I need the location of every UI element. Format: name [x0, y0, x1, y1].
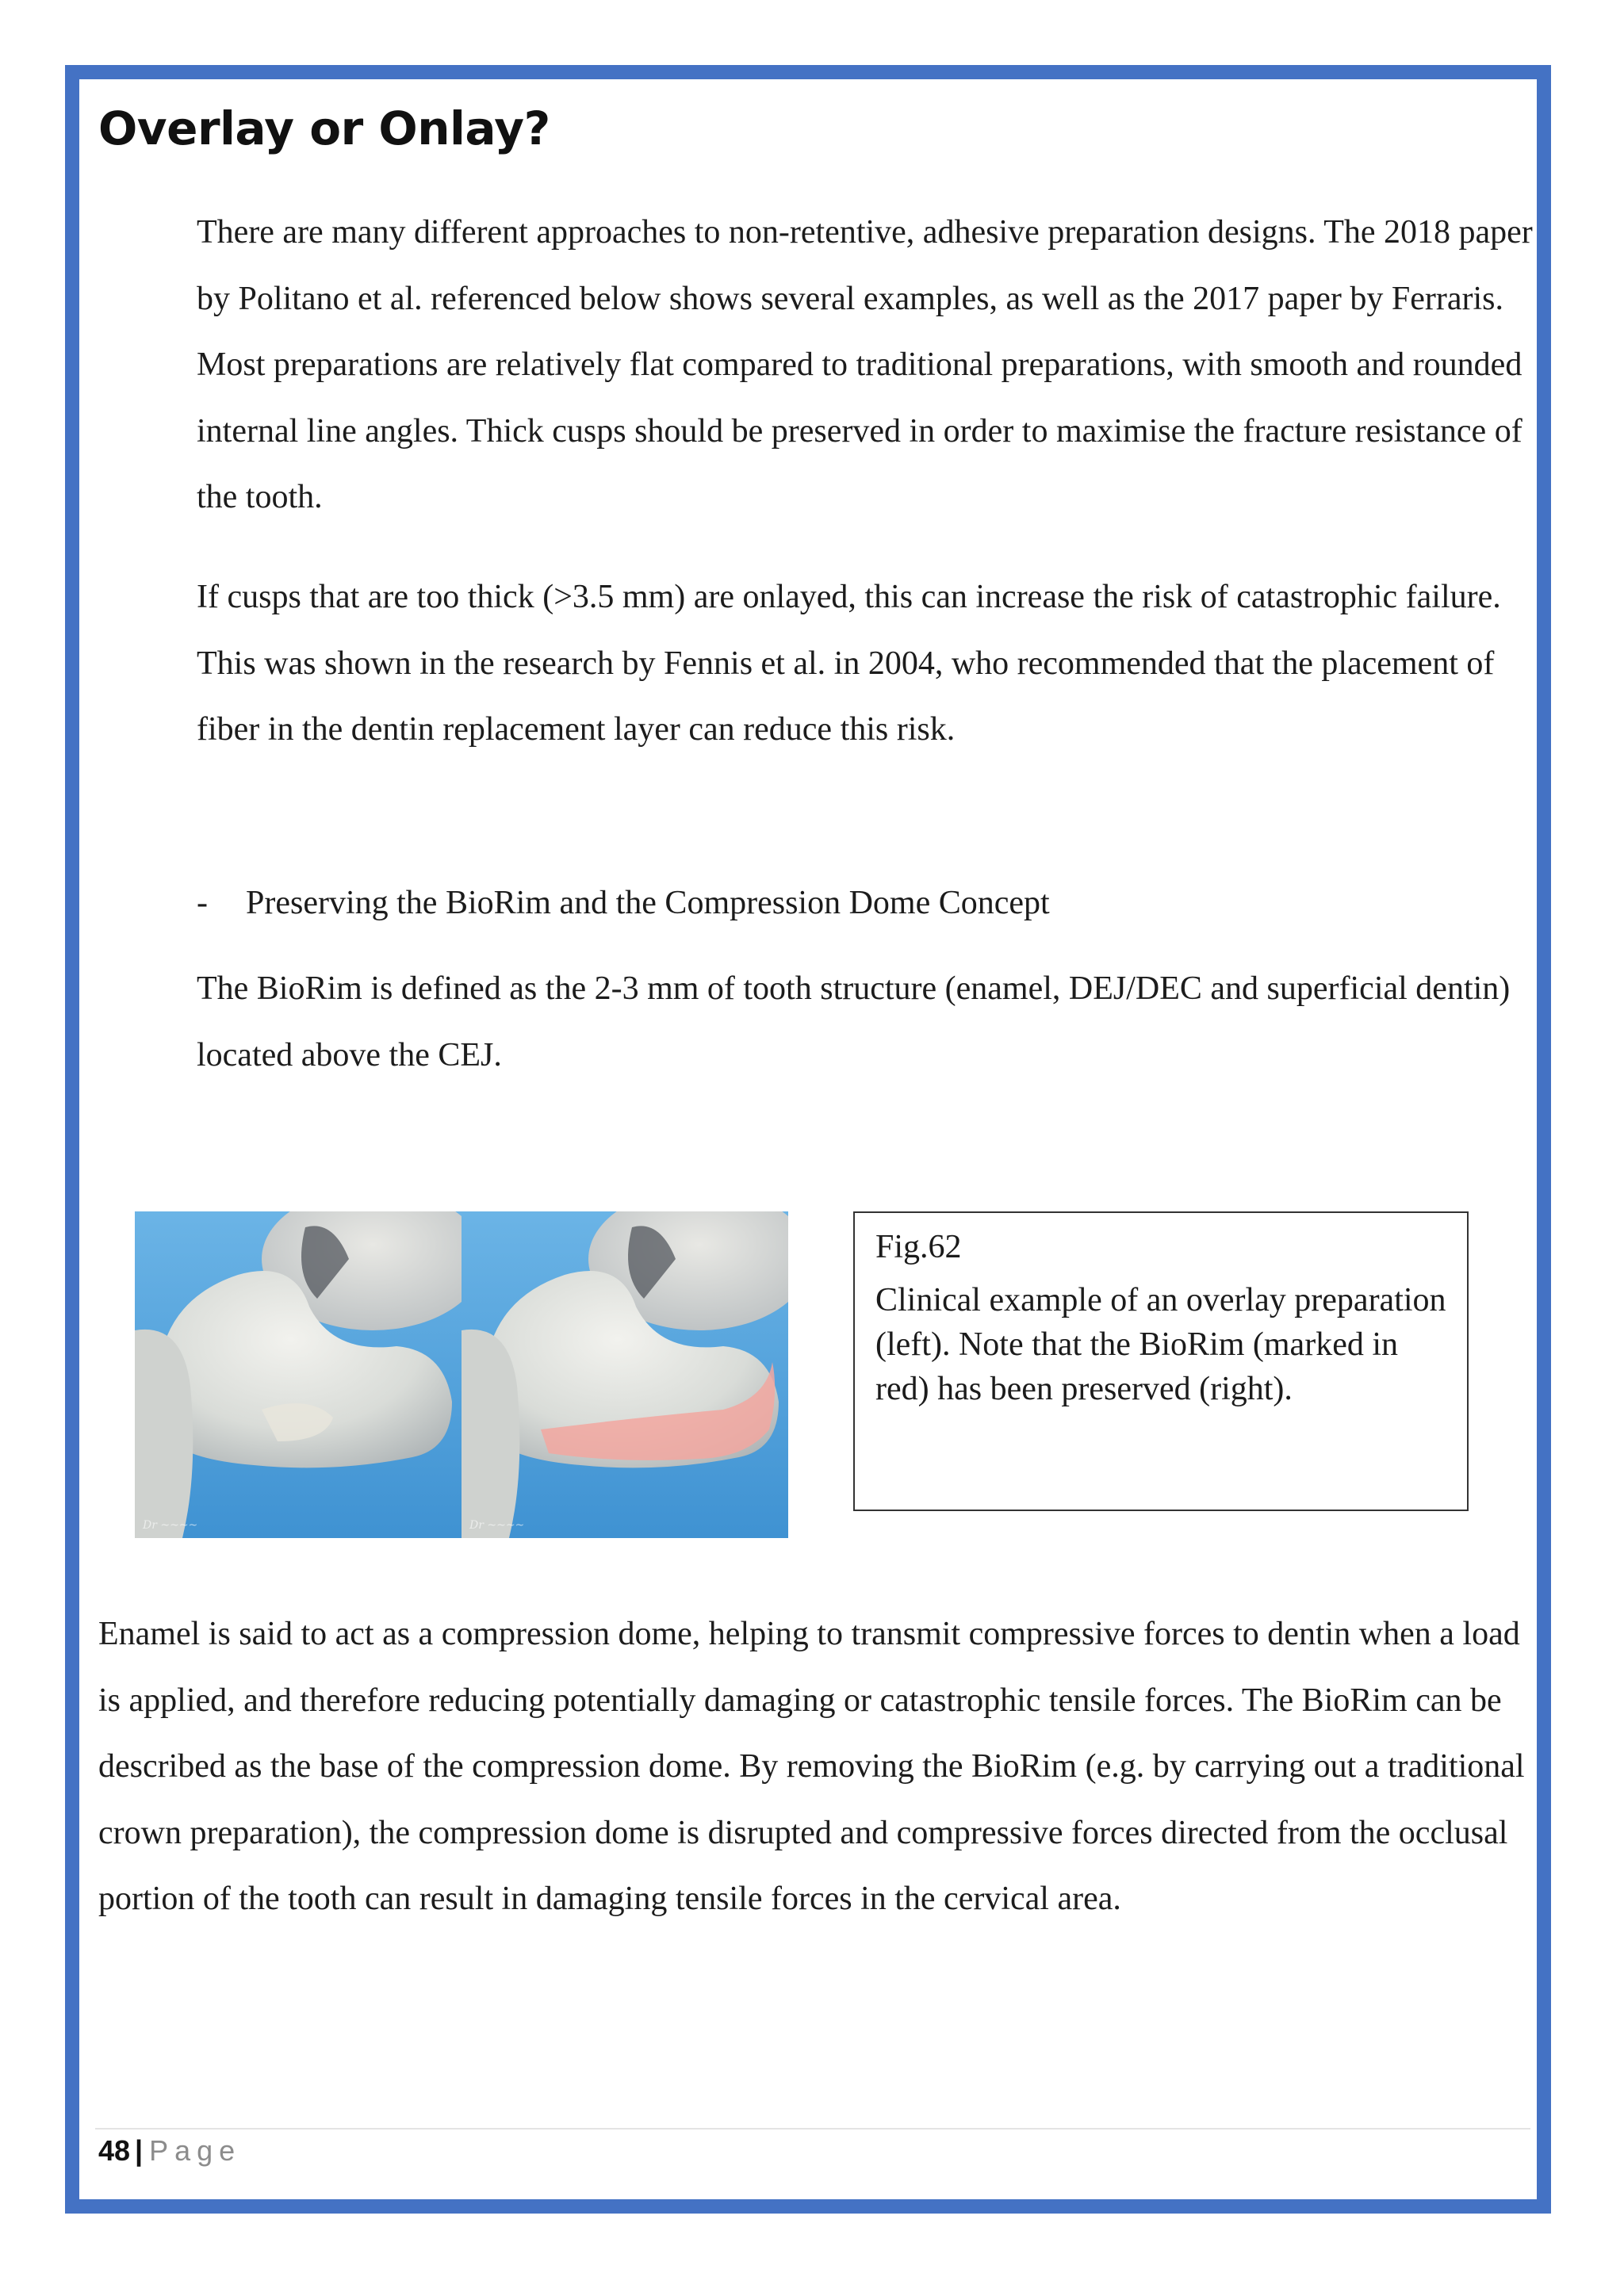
page-label: Page: [149, 2134, 242, 2167]
page-footer: [98, 2134, 241, 2168]
paragraph-thick-cusps: If cusps that are too thick (>3.5 mm) are onlayed, this can increase the risk of catastrophic failure. This was shown in the research by Fennis et al. in 2004, who recommended that the placement of fiber in the dentin replacement layer can reduce this risk.: [197, 579, 1501, 748]
bullet-item: [197, 871, 1050, 937]
clinical-photo: [135, 1211, 788, 1538]
bullet-dash: -: [197, 885, 208, 921]
page-number: 48: [98, 2134, 131, 2167]
page-title: Overlay or Onlay?: [98, 101, 550, 155]
photo-right-panel: [462, 1211, 788, 1538]
paragraph-compression-dome: Enamel is said to act as a compression dome, helping to transmit compressive forces to dentin when a load is applied, and therefore reducing potentially damaging or catastrophic tensile forces. The BioRim can be described as the base of the compression dome. By removing the BioRim (e.g. by carrying out a traditional crown preparation), the compression dome is disrupted and compressive forces directed from the occlusal portion of the tooth can result in damaging tensile forces in the cervical area.: [98, 1616, 1525, 1917]
paragraph-biorim-definition: The BioRim is defined as the 2-3 mm of tooth structure (enamel, DEJ/DEC and superficial dentin) located above the CEJ.: [197, 970, 1511, 1073]
footer-separator: |: [135, 2134, 144, 2167]
figure-caption: Clinical example of an overlay preparation (left). Note that the BioRim (marked in red) has been preserved (right).: [875, 1282, 1446, 1407]
bullet-text: Preserving the BioRim and the Compression Dome Concept: [246, 885, 1050, 921]
figure-label: Fig.62: [875, 1229, 962, 1265]
figure-caption-box: [853, 1211, 1469, 1511]
paragraph-preparation-designs: There are many different approaches to non-retentive, adhesive preparation designs. The 2018 paper by Politano et al. referenced below shows several examples, as well as the 2017 paper by Ferraris. Most preparations are relatively flat compared to traditional preparations, with smooth and rounded internal line angles. Thick cusps should be preserved in order to maximise the fracture resistance of the tooth.: [197, 214, 1533, 515]
tooth-preparation-illustration: [135, 1211, 788, 1538]
svg-text:Dr ~~~~: Dr ~~~~: [143, 1519, 198, 1532]
photo-left-panel: [135, 1211, 484, 1538]
svg-text:Dr ~~~~: Dr ~~~~: [469, 1519, 525, 1532]
footer-divider: [95, 2128, 1530, 2130]
